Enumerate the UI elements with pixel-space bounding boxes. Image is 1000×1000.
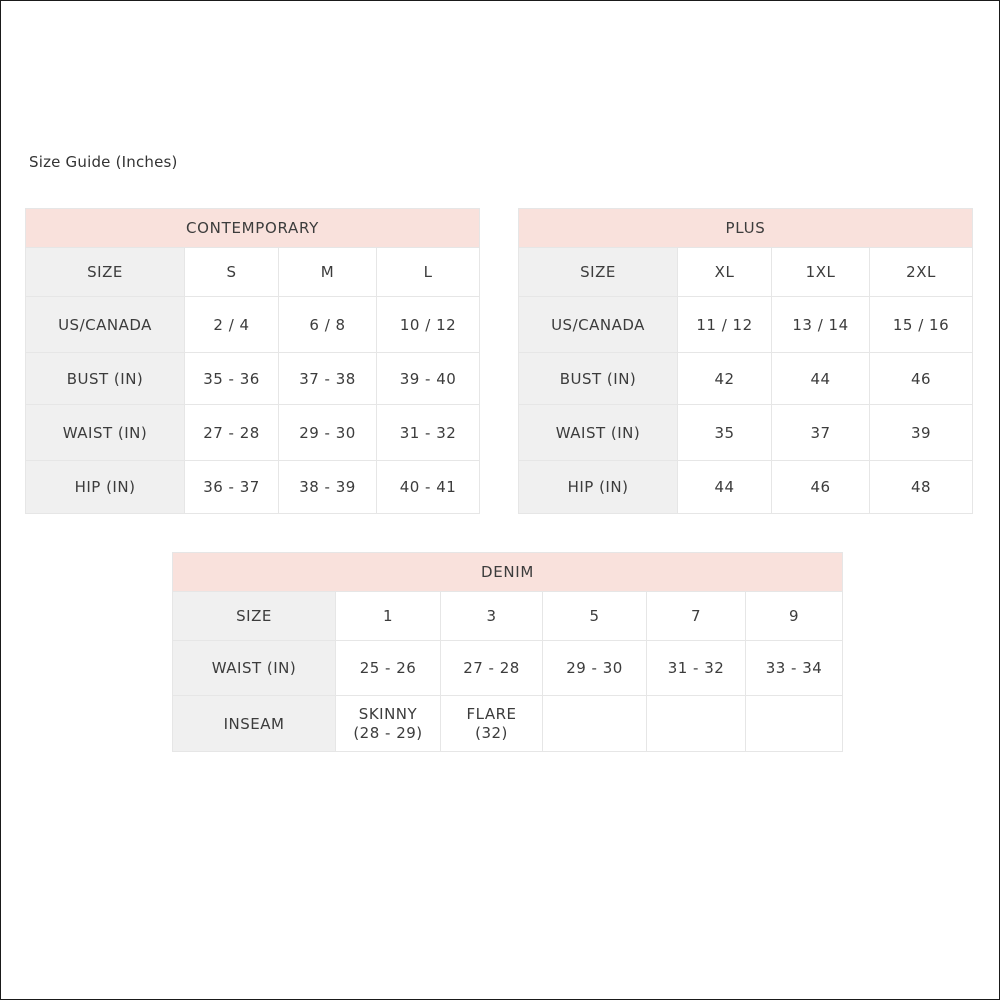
row-label: SIZE [173, 592, 336, 641]
table-cell: XL [678, 248, 772, 297]
table-cell: 2 / 4 [185, 297, 279, 353]
denim-table-header: DENIM [173, 553, 843, 592]
table-cell: 9 [746, 592, 843, 641]
table-cell: 48 [870, 461, 973, 514]
table-cell: 33 - 34 [746, 641, 843, 696]
contemporary-size-table [25, 208, 480, 514]
table-cell: S [185, 248, 279, 297]
table-cell: 10 / 12 [377, 297, 480, 353]
table-cell: 11 / 12 [678, 297, 772, 353]
row-label: WAIST (IN) [173, 641, 336, 696]
table-cell: 27 - 28 [441, 641, 543, 696]
table-cell [543, 696, 647, 752]
table-row [519, 405, 973, 461]
table-cell: 25 - 26 [336, 641, 441, 696]
inseam-length: (32) [475, 723, 508, 742]
table-cell: 13 / 14 [772, 297, 870, 353]
inseam-length: (28 - 29) [353, 723, 423, 742]
table-cell: 46 [772, 461, 870, 514]
table-row [173, 592, 843, 641]
table-cell: 15 / 16 [870, 297, 973, 353]
table-cell [441, 696, 543, 752]
table-row [519, 248, 973, 297]
row-label: WAIST (IN) [26, 405, 185, 461]
table-cell: 46 [870, 353, 973, 405]
table-cell: 35 - 36 [185, 353, 279, 405]
table-cell: 42 [678, 353, 772, 405]
inseam-fit-name: SKINNY [358, 704, 418, 723]
table-cell: 39 - 40 [377, 353, 480, 405]
table-cell [647, 696, 746, 752]
table-cell: 6 / 8 [279, 297, 377, 353]
table-row [26, 297, 480, 353]
table-row [26, 405, 480, 461]
table-cell: 38 - 39 [279, 461, 377, 514]
row-label: WAIST (IN) [519, 405, 678, 461]
table-cell: 31 - 32 [377, 405, 480, 461]
inseam-fit-name: FLARE [466, 704, 517, 723]
table-row [26, 353, 480, 405]
table-row [519, 353, 973, 405]
table-cell: 7 [647, 592, 746, 641]
table-cell: 44 [678, 461, 772, 514]
page-title: Size Guide (Inches) [29, 153, 178, 171]
table-cell [746, 696, 843, 752]
table-cell: 44 [772, 353, 870, 405]
table-cell: 37 - 38 [279, 353, 377, 405]
table-cell: 35 [678, 405, 772, 461]
table-cell: 40 - 41 [377, 461, 480, 514]
table-cell: 1XL [772, 248, 870, 297]
table-row [173, 641, 843, 696]
table-cell: 1 [336, 592, 441, 641]
plus-size-table [518, 208, 973, 514]
table-cell [336, 696, 441, 752]
table-cell: 2XL [870, 248, 973, 297]
table-cell: 36 - 37 [185, 461, 279, 514]
row-label: INSEAM [173, 696, 336, 752]
table-cell: L [377, 248, 480, 297]
row-label: BUST (IN) [519, 353, 678, 405]
table-cell: 3 [441, 592, 543, 641]
row-label: HIP (IN) [519, 461, 678, 514]
row-label: US/CANADA [26, 297, 185, 353]
table-row [26, 248, 480, 297]
plus-table-header: PLUS [519, 209, 973, 248]
row-label: SIZE [26, 248, 185, 297]
table-cell: 27 - 28 [185, 405, 279, 461]
table-row [519, 461, 973, 514]
contemporary-table-header: CONTEMPORARY [26, 209, 480, 248]
table-cell: 29 - 30 [543, 641, 647, 696]
row-label: US/CANADA [519, 297, 678, 353]
table-row [26, 461, 480, 514]
table-cell: M [279, 248, 377, 297]
row-label: SIZE [519, 248, 678, 297]
row-label: BUST (IN) [26, 353, 185, 405]
table-cell: 31 - 32 [647, 641, 746, 696]
row-label: HIP (IN) [26, 461, 185, 514]
denim-size-table [172, 552, 843, 752]
table-cell: 29 - 30 [279, 405, 377, 461]
table-row [519, 297, 973, 353]
table-row [173, 696, 843, 752]
table-cell: 37 [772, 405, 870, 461]
table-cell: 39 [870, 405, 973, 461]
table-cell: 5 [543, 592, 647, 641]
